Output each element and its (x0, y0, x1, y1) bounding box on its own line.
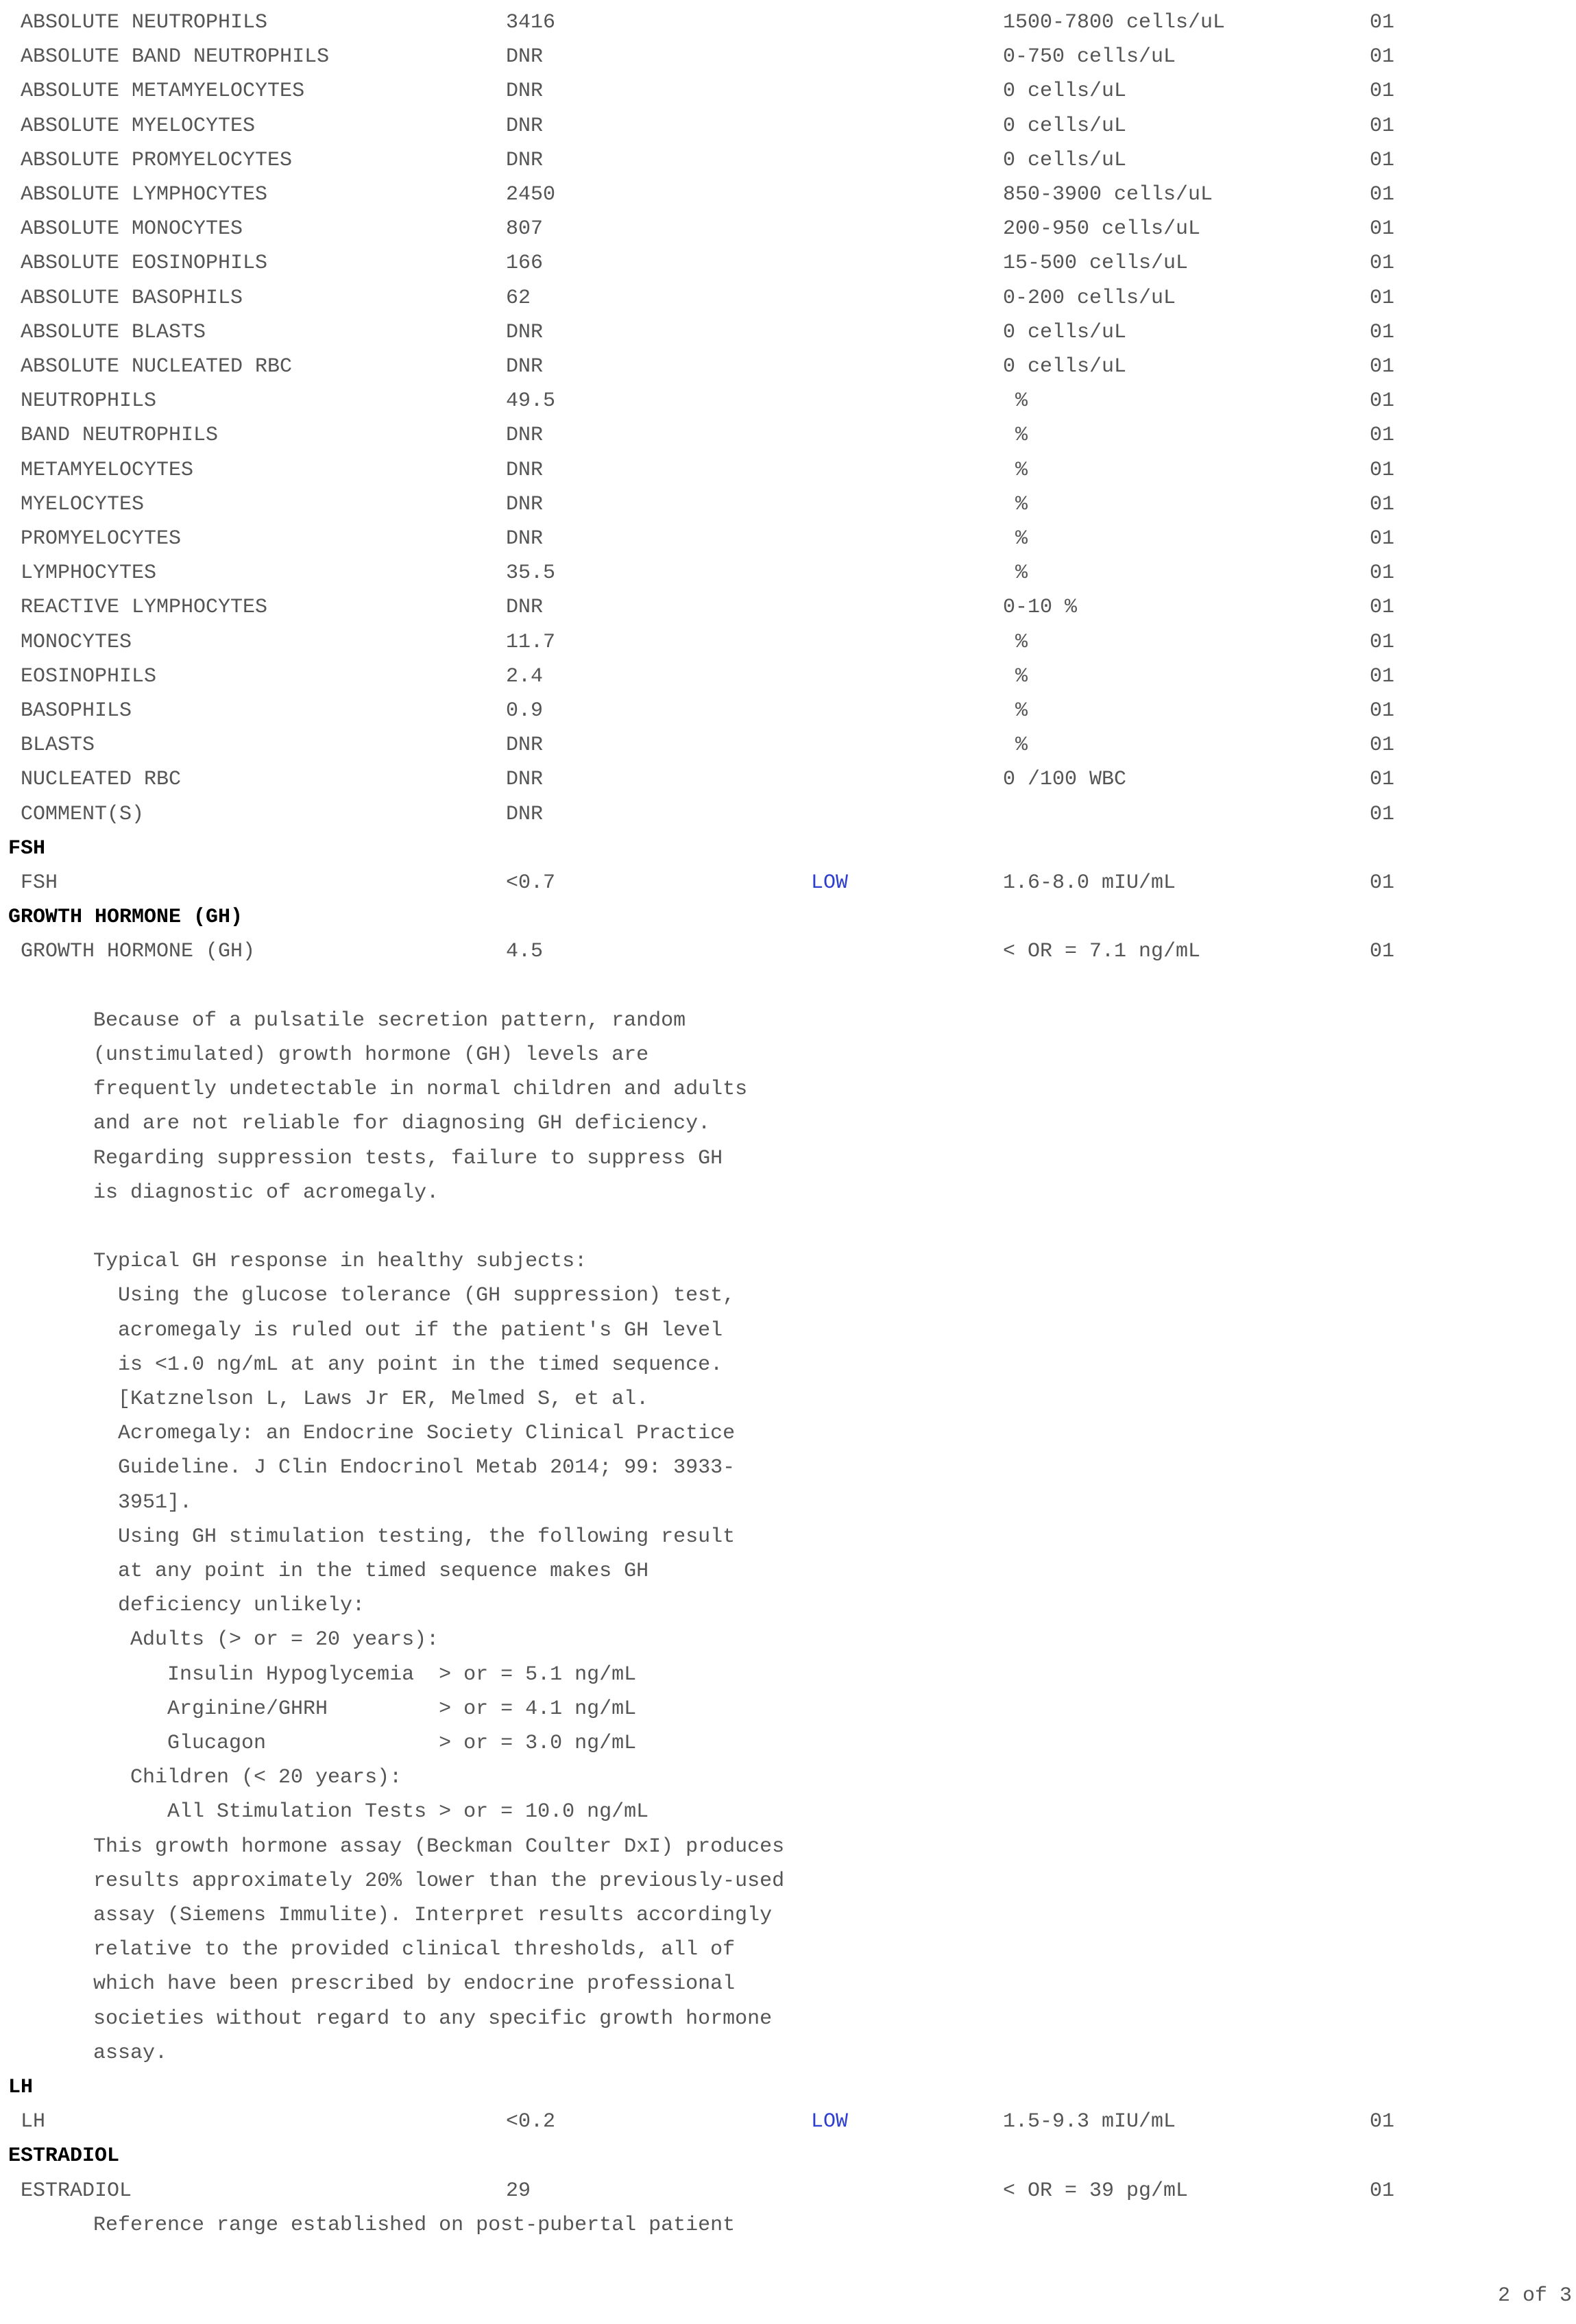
result-row (0, 246, 1576, 280)
result-row (0, 350, 1576, 384)
comment-line: which have been prescribed by endocrine professional (93, 1972, 736, 1996)
comment-line: assay. (93, 2041, 168, 2065)
reference-range: % (1003, 561, 1028, 585)
lab-code: 01 (1370, 561, 1395, 585)
test-name: REACTIVE LYMPHOCYTES (21, 596, 268, 620)
test-name: PROMYELOCYTES (21, 527, 182, 550)
lab-code: 01 (1370, 217, 1395, 241)
reference-range: 1.6-8.0 mIU/mL (1003, 871, 1176, 895)
lab-code: 01 (1370, 424, 1395, 448)
reference-range: % (1003, 630, 1028, 654)
result-value: DNR (506, 320, 544, 344)
lab-code: 01 (1370, 768, 1395, 792)
comment-line: Adults (> or = 20 years): (93, 1628, 439, 1652)
result-row (0, 74, 1576, 108)
section-header: FSH (8, 836, 46, 860)
test-name: ABSOLUTE EOSINOPHILS (21, 252, 268, 276)
section-header: LH (8, 2076, 34, 2099)
test-name: GROWTH HORMONE (GH) (21, 940, 256, 964)
comment-line: Glucagon > or = 3.0 ng/mL (93, 1732, 637, 1755)
lab-code: 01 (1370, 527, 1395, 550)
result-row (0, 625, 1576, 659)
result-row (0, 866, 1576, 900)
result-value: 11.7 (506, 630, 556, 654)
result-value: DNR (506, 45, 544, 69)
lab-code: 01 (1370, 45, 1395, 69)
result-value: 35.5 (506, 561, 556, 585)
lab-code: 01 (1370, 699, 1395, 723)
comment-line: All Stimulation Tests > or = 10.0 ng/mL (93, 1800, 649, 1824)
lab-code: 01 (1370, 734, 1395, 758)
comment-line: Arginine/GHRH > or = 4.1 ng/mL (93, 1697, 637, 1721)
comment-line: Insulin Hypoglycemia > or = 5.1 ng/mL (93, 1662, 637, 1686)
comment-line: Typical GH response in healthy subjects: (93, 1250, 587, 1274)
test-name: METAMYELOCYTES (21, 458, 194, 482)
lab-code: 01 (1370, 492, 1395, 516)
comment-line: assay (Siemens Immulite). Interpret results accordingly (93, 1904, 773, 1927)
result-row (0, 178, 1576, 212)
comment-line: deficiency unlikely: (93, 1594, 365, 1618)
reference-range: 0-10 % (1003, 596, 1078, 620)
lab-code: 01 (1370, 114, 1395, 138)
lab-code: 01 (1370, 664, 1395, 688)
result-value: 807 (506, 217, 544, 241)
result-row (0, 315, 1576, 350)
lab-code: 01 (1370, 940, 1395, 964)
result-value: DNR (506, 734, 544, 758)
comment-line: is <1.0 ng/mL at any point in the timed sequence. (93, 1353, 723, 1377)
lab-code: 01 (1370, 11, 1395, 34)
test-name: LYMPHOCYTES (21, 561, 157, 585)
reference-range: % (1003, 664, 1028, 688)
lab-code: 01 (1370, 630, 1395, 654)
result-row (0, 418, 1576, 452)
result-value: <0.7 (506, 871, 556, 895)
lab-code: 01 (1370, 2110, 1395, 2134)
result-value: 4.5 (506, 940, 544, 964)
comment-line: and are not reliable for diagnosing GH deficiency. (93, 1112, 711, 1136)
result-value: 2450 (506, 183, 556, 206)
test-name: NUCLEATED RBC (21, 768, 182, 792)
reference-range: % (1003, 699, 1028, 723)
reference-range: % (1003, 492, 1028, 516)
result-row (0, 728, 1576, 762)
reference-range: 0 /100 WBC (1003, 768, 1127, 792)
lab-code: 01 (1370, 355, 1395, 378)
reference-range: 15-500 cells/uL (1003, 252, 1189, 276)
test-name: FSH (21, 871, 58, 895)
page-indicator: 2 of 3 (1497, 2284, 1572, 2308)
result-row (0, 281, 1576, 315)
result-row (0, 2174, 1576, 2208)
comment-line: [Katznelson L, Laws Jr ER, Melmed S, et al. (93, 1388, 649, 1411)
test-name: COMMENT(S) (21, 802, 145, 826)
reference-range: < OR = 7.1 ng/mL (1003, 940, 1201, 964)
comment-line: relative to the provided clinical thresholds, all of (93, 1938, 736, 1962)
result-value: 29 (506, 2179, 531, 2203)
result-value: DNR (506, 424, 544, 448)
reference-range: 0-200 cells/uL (1003, 286, 1176, 310)
reference-range: 0 cells/uL (1003, 114, 1127, 138)
section-header: ESTRADIOL (8, 2144, 120, 2168)
reference-range: % (1003, 389, 1028, 413)
lab-code: 01 (1370, 458, 1395, 482)
section-header: GROWTH HORMONE (GH) (8, 906, 243, 930)
result-row (0, 694, 1576, 728)
comment-line: Because of a pulsatile secretion pattern, random (93, 1008, 686, 1032)
result-value: DNR (506, 355, 544, 378)
result-row (0, 590, 1576, 625)
test-name: ABSOLUTE LYMPHOCYTES (21, 183, 268, 206)
test-name: LH (21, 2110, 46, 2134)
result-row (0, 453, 1576, 487)
result-flag: LOW (811, 871, 849, 895)
comment-line: Using GH stimulation testing, the following result (93, 1525, 736, 1549)
comment-line: Guideline. J Clin Endocrinol Metab 2014; 99: 3933- (93, 1456, 736, 1480)
result-row (0, 797, 1576, 832)
comment-line: Regarding suppression tests, failure to suppress GH (93, 1146, 723, 1170)
comment-line: 3951]. (93, 1490, 193, 1514)
reference-range: < OR = 39 pg/mL (1003, 2179, 1189, 2203)
lab-code: 01 (1370, 183, 1395, 206)
test-name: MYELOCYTES (21, 492, 145, 516)
comment-line: Using the glucose tolerance (GH suppression) test, (93, 1284, 736, 1308)
comment-line: at any point in the timed sequence makes GH (93, 1560, 649, 1583)
result-row (0, 762, 1576, 797)
result-row (0, 212, 1576, 246)
result-value: DNR (506, 114, 544, 138)
reference-range: 0 cells/uL (1003, 148, 1127, 172)
comment-line: acromegaly is ruled out if the patient's GH level (93, 1318, 723, 1342)
comment-line: results approximately 20% lower than the previously-used (93, 1869, 785, 1893)
reference-range: % (1003, 734, 1028, 758)
lab-code: 01 (1370, 389, 1395, 413)
test-name: EOSINOPHILS (21, 664, 157, 688)
comment-line: (unstimulated) growth hormone (GH) levels are (93, 1043, 649, 1067)
result-row (0, 556, 1576, 590)
reference-range: % (1003, 458, 1028, 482)
reference-range: 1500-7800 cells/uL (1003, 11, 1226, 34)
result-row (0, 659, 1576, 694)
reference-range: 1.5-9.3 mIU/mL (1003, 2110, 1176, 2134)
comment-line: Reference range established on post-pubertal patient (93, 2213, 736, 2237)
test-name: ABSOLUTE MYELOCYTES (21, 114, 256, 138)
comment-line: societies without regard to any specific growth hormone (93, 2007, 773, 2031)
lab-code: 01 (1370, 871, 1395, 895)
test-name: ESTRADIOL (21, 2179, 132, 2203)
result-row (0, 2105, 1576, 2139)
reference-range: % (1003, 424, 1028, 448)
reference-range: 0-750 cells/uL (1003, 45, 1176, 69)
comment-line: This growth hormone assay (Beckman Coulter DxI) produces (93, 1835, 785, 1859)
test-name: ABSOLUTE BAND NEUTROPHILS (21, 45, 330, 69)
result-value: 3416 (506, 11, 556, 34)
reference-range: 0 cells/uL (1003, 355, 1127, 378)
reference-range: 200-950 cells/uL (1003, 217, 1201, 241)
result-value: DNR (506, 768, 544, 792)
test-name: ABSOLUTE MONOCYTES (21, 217, 243, 241)
lab-code: 01 (1370, 252, 1395, 276)
test-name: ABSOLUTE BLASTS (21, 320, 206, 344)
test-name: ABSOLUTE BASOPHILS (21, 286, 243, 310)
result-row (0, 143, 1576, 178)
comment-line: Children (< 20 years): (93, 1766, 402, 1790)
lab-code: 01 (1370, 2179, 1395, 2203)
result-row (0, 522, 1576, 556)
test-name: ABSOLUTE NEUTROPHILS (21, 11, 268, 34)
result-value: 166 (506, 252, 544, 276)
lab-code: 01 (1370, 286, 1395, 310)
result-row (0, 109, 1576, 143)
result-flag: LOW (811, 2110, 849, 2134)
test-name: MONOCYTES (21, 630, 132, 654)
lab-code: 01 (1370, 148, 1395, 172)
test-name: ABSOLUTE NUCLEATED RBC (21, 355, 293, 378)
result-value: <0.2 (506, 2110, 556, 2134)
result-value: 2.4 (506, 664, 544, 688)
comment-line: is diagnostic of acromegaly. (93, 1181, 439, 1205)
test-name: BLASTS (21, 734, 95, 758)
comment-line: Acromegaly: an Endocrine Society Clinical Practice (93, 1422, 736, 1446)
result-value: 0.9 (506, 699, 544, 723)
reference-range: % (1003, 527, 1028, 550)
lab-code: 01 (1370, 596, 1395, 620)
lab-code: 01 (1370, 320, 1395, 344)
result-value: DNR (506, 527, 544, 550)
result-row (0, 5, 1576, 40)
result-value: DNR (506, 492, 544, 516)
test-name: BASOPHILS (21, 699, 132, 723)
result-value: DNR (506, 80, 544, 104)
result-value: DNR (506, 458, 544, 482)
lab-code: 01 (1370, 802, 1395, 826)
result-value: DNR (506, 148, 544, 172)
lab-code: 01 (1370, 80, 1395, 104)
comment-line: frequently undetectable in normal children and adults (93, 1078, 748, 1102)
result-row (0, 487, 1576, 522)
reference-range: 0 cells/uL (1003, 80, 1127, 104)
result-value: 49.5 (506, 389, 556, 413)
test-name: BAND NEUTROPHILS (21, 424, 219, 448)
reference-range: 0 cells/uL (1003, 320, 1127, 344)
result-value: 62 (506, 286, 531, 310)
reference-range: 850-3900 cells/uL (1003, 183, 1213, 206)
result-value: DNR (506, 596, 544, 620)
result-row (0, 934, 1576, 969)
test-name: ABSOLUTE PROMYELOCYTES (21, 148, 293, 172)
result-row (0, 384, 1576, 418)
result-value: DNR (506, 802, 544, 826)
test-name: ABSOLUTE METAMYELOCYTES (21, 80, 305, 104)
result-row (0, 40, 1576, 74)
test-name: NEUTROPHILS (21, 389, 157, 413)
